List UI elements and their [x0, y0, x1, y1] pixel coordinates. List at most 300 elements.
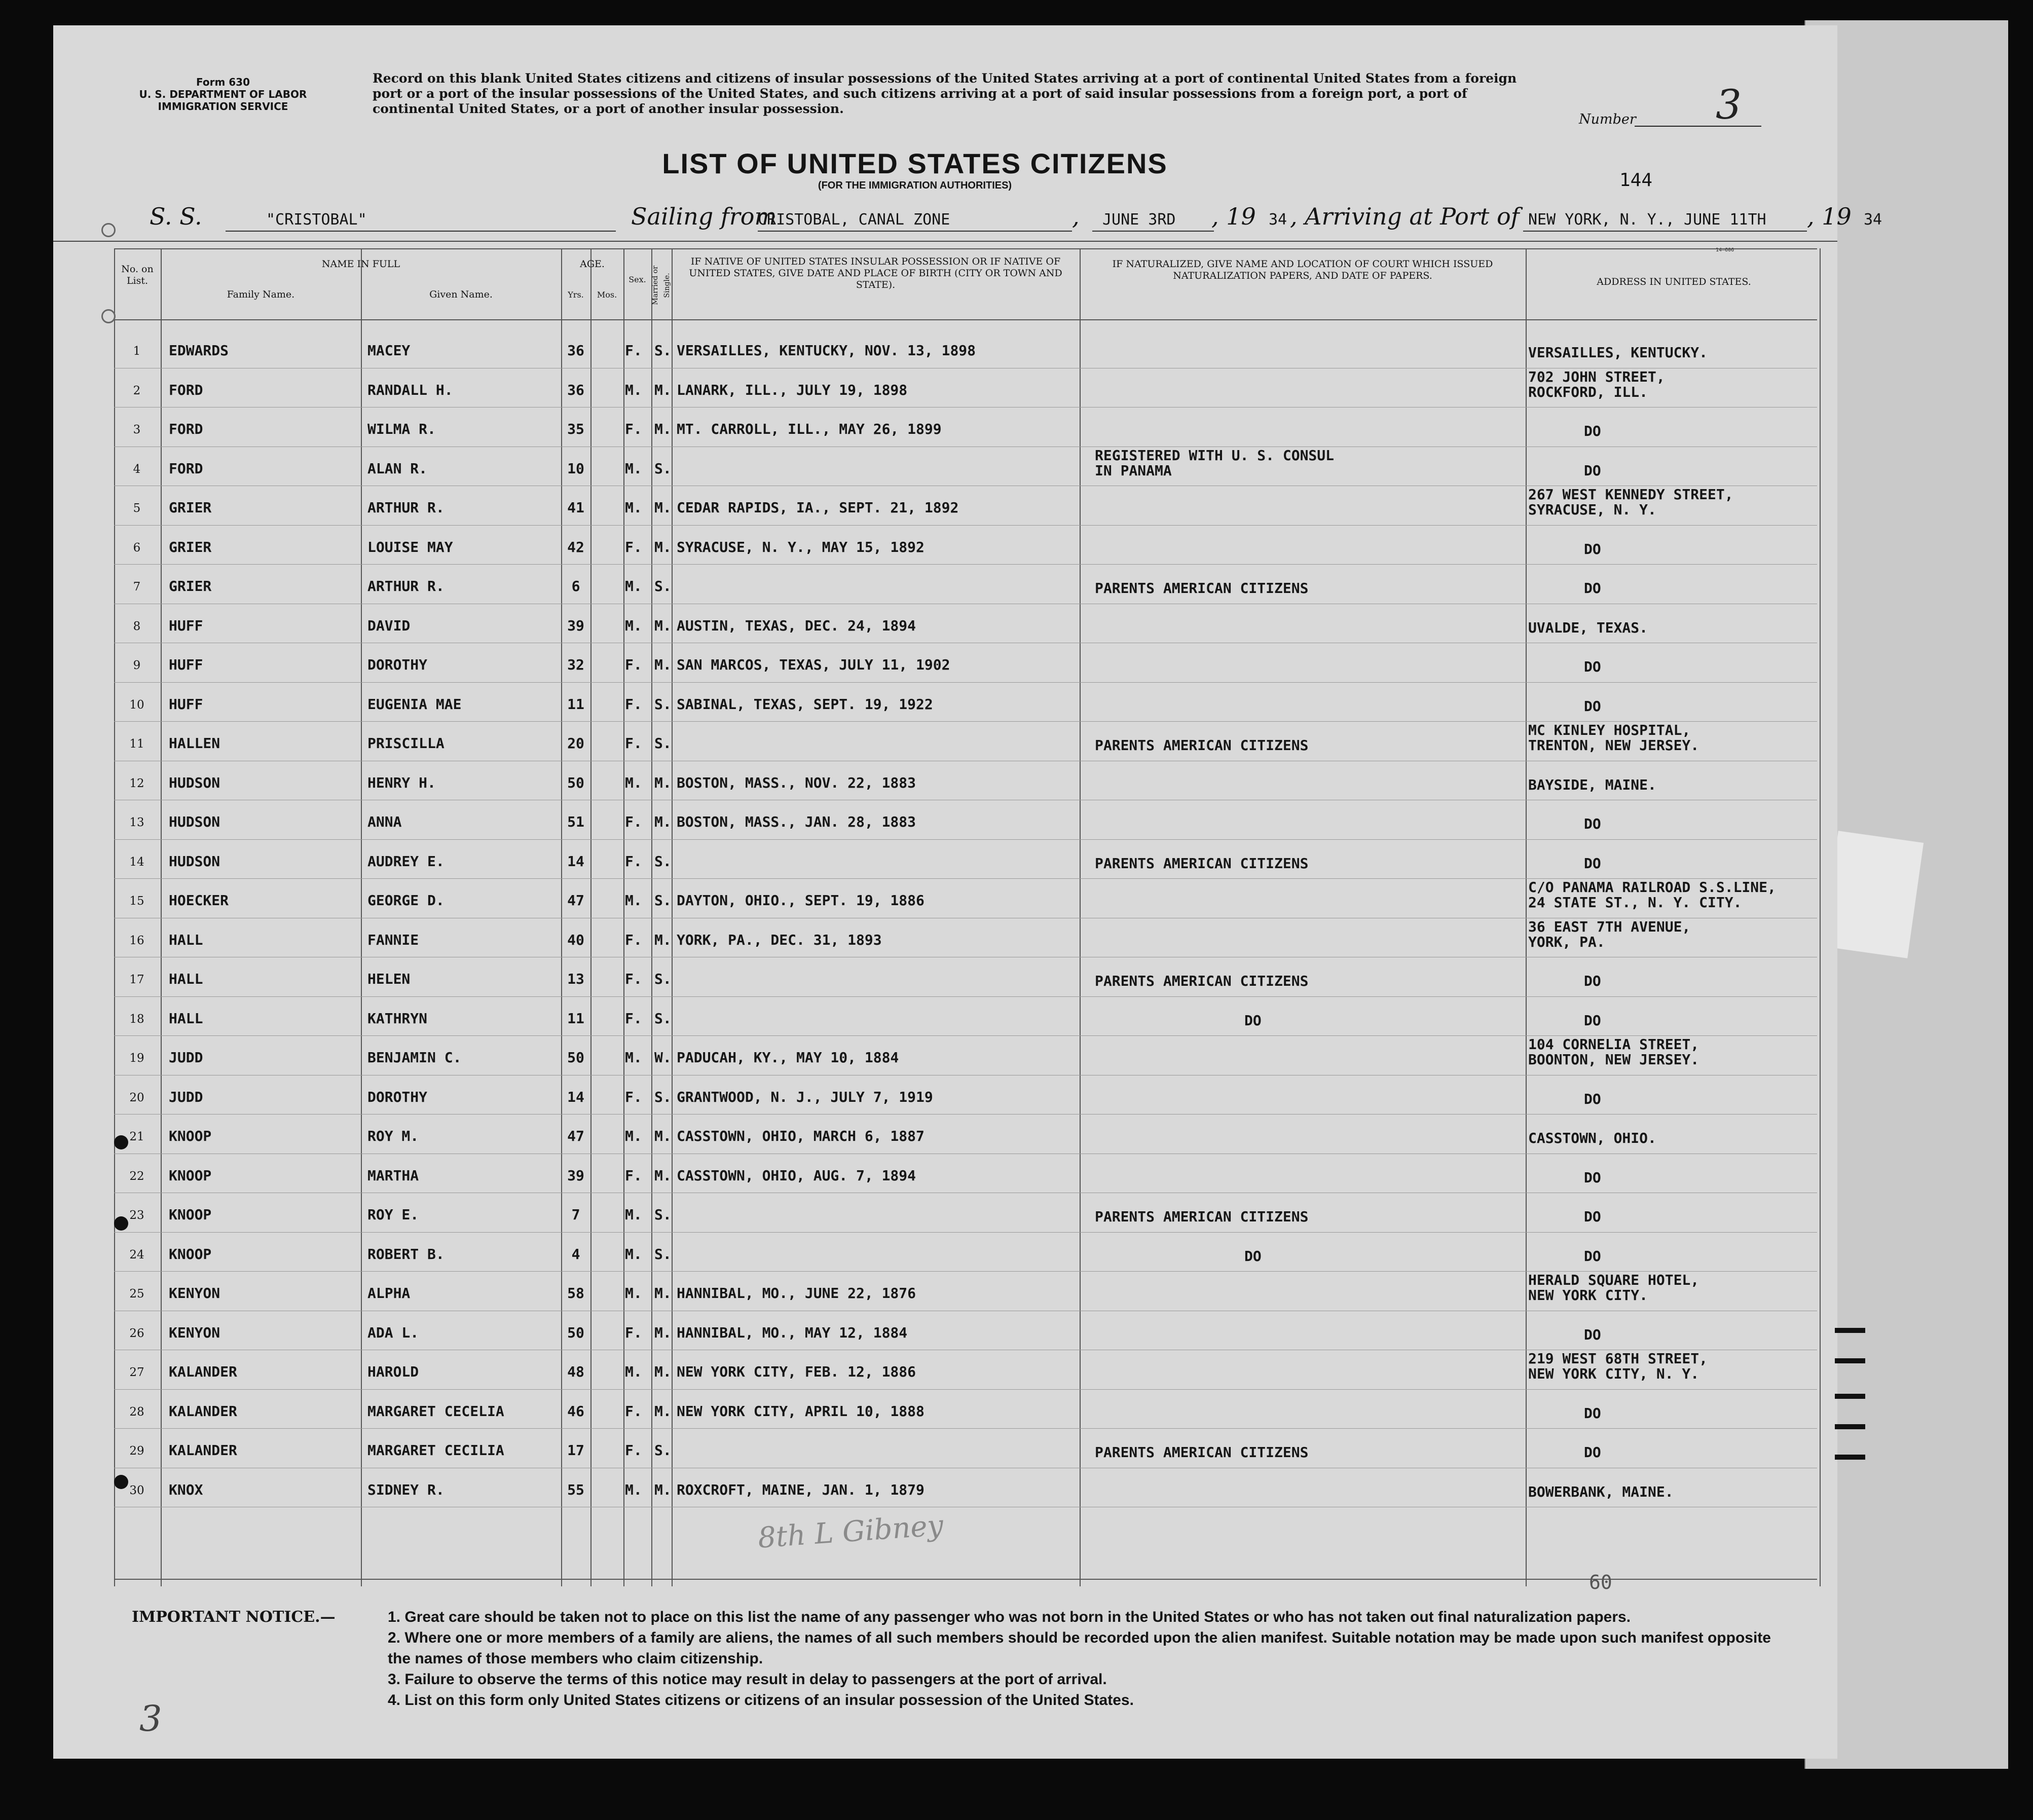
sex: F. [625, 342, 642, 359]
age-years: 40 [567, 931, 584, 948]
age-years: 35 [567, 421, 584, 437]
naturalization: PARENTS AMERICAN CITIZENS [1095, 737, 1309, 754]
row-number: 10 [129, 698, 144, 712]
age-years: 48 [567, 1363, 584, 1380]
family-name: HALL [169, 971, 203, 987]
table-row [114, 1390, 1817, 1429]
header-no: No. on List. [121, 264, 154, 286]
marital-status: S. [654, 852, 672, 870]
sex: F. [625, 421, 642, 437]
address-line-2: DO [1584, 697, 1601, 715]
family-name: GRIER [169, 578, 212, 595]
family-name: HALL [169, 1010, 203, 1027]
given-name: ARTHUR R. [367, 499, 445, 516]
address-line-2: BOWERBANK, MAINE. [1528, 1483, 1674, 1500]
address-line-2: DO [1584, 815, 1601, 832]
header-naturalized: IF NATURALIZED, GIVE NAME AND LOCATION OF COURT WHICH ISSUED NATURALIZATION PAPERS, AND DATE OF PAPERS. [1112, 258, 1493, 281]
edge-tick [1835, 1455, 1865, 1460]
family-name: FORD [169, 421, 203, 437]
birth-place-date: SYRACUSE, N. Y., MAY 15, 1892 [677, 538, 925, 555]
sex: F. [625, 656, 642, 673]
birth-place-date: HANNIBAL, MO., MAY 12, 1884 [677, 1324, 908, 1341]
page-title: LIST OF UNITED STATES CITIZENS [662, 147, 1168, 179]
family-name: KALANDER [169, 1402, 237, 1420]
row-number: 7 [133, 580, 141, 593]
marital-status: M. [654, 1402, 672, 1420]
family-name: EDWARDS [169, 342, 229, 359]
sex: M. [625, 1481, 642, 1498]
address-line-2: DO [1584, 1444, 1601, 1461]
ship-name: "CRISTOBAL" [266, 211, 367, 229]
table-row [114, 1036, 1817, 1075]
family-name: KNOOP [169, 1245, 212, 1262]
row-number: 6 [133, 541, 141, 554]
age-years: 50 [567, 774, 584, 791]
birth-place-date: NEW YORK CITY, APRIL 10, 1888 [677, 1402, 925, 1420]
marital-status: M. [654, 1481, 672, 1498]
number-line [1635, 126, 1761, 127]
address-line-1: MC KINLEY HOSPITAL, [1528, 722, 1691, 738]
address-line-1: 267 WEST KENNEDY STREET, [1528, 486, 1733, 503]
given-name: ROY E. [367, 1206, 419, 1223]
year-prefix-1: , 19 [1211, 203, 1256, 230]
age-years: 17 [567, 1442, 584, 1459]
departure-port: CRISTOBAL, CANAL ZONE [758, 211, 950, 229]
sex: M. [625, 1049, 642, 1066]
marital-status: M. [654, 931, 672, 948]
birth-place-date: YORK, PA., DEC. 31, 1893 [677, 931, 882, 948]
row-number: 12 [129, 776, 144, 790]
address-line-2: NEW YORK CITY, N. Y. [1528, 1365, 1699, 1382]
age-years: 50 [567, 1324, 584, 1341]
address-line-1: C/O PANAMA RAILROAD S.S.LINE, [1528, 879, 1776, 896]
birth-place-date: GRANTWOOD, N. J., JULY 7, 1919 [677, 1088, 933, 1105]
given-name: AUDREY E. [367, 852, 445, 870]
age-years: 46 [567, 1402, 584, 1420]
address-line-2: DO [1584, 1247, 1601, 1265]
row-number: 23 [129, 1209, 144, 1222]
birth-place-date: AUSTIN, TEXAS, DEC. 24, 1894 [677, 617, 916, 634]
address-line-2: DO [1584, 1169, 1601, 1186]
list-number: 3 [1716, 81, 1742, 128]
row-number: 28 [129, 1405, 144, 1419]
address-line-2: BAYSIDE, MAINE. [1528, 776, 1656, 793]
header-family-name: Family Name. [227, 289, 295, 300]
given-name: ROBERT B. [367, 1245, 445, 1262]
age-years: 42 [567, 538, 584, 555]
date-underline [1092, 231, 1214, 232]
corner-mark: 3 [139, 1698, 162, 1739]
marital-status: M. [654, 813, 672, 830]
notice-heading: IMPORTANT NOTICE.— [132, 1608, 336, 1626]
naturalization-cont: IN PANAMA [1095, 462, 1172, 479]
table-row [114, 762, 1817, 801]
sex: F. [625, 1402, 642, 1420]
header-given-name: Given Name. [429, 289, 493, 300]
age-years: 14 [567, 852, 584, 870]
given-name: HENRY H. [367, 774, 436, 791]
edge-tick [1835, 1328, 1865, 1333]
table-row [114, 487, 1817, 526]
record-instructions: Record on this blank United States citizens and citizens of insular possessions of the United States arriving at a port of continental United States from a foreign port or a port of the insular possessions of the United States, and such citizens arriving at a port of said insular possessions from a foreign port, a port of continental United States, or a port of another insular possession. [373, 71, 1517, 116]
given-name: GEORGE D. [367, 892, 445, 909]
given-name: ADA L. [367, 1324, 419, 1341]
given-name: HELEN [367, 971, 411, 987]
given-name: DOROTHY [367, 1088, 428, 1105]
table-row [114, 644, 1817, 683]
given-name: HAROLD [367, 1363, 419, 1380]
marital-status: S. [654, 971, 672, 987]
given-name: FANNIE [367, 931, 419, 948]
family-name: KENYON [169, 1324, 220, 1341]
notice-item-4: 4. List on this form only United States citizens or citizens of an insular possession of the United States. [388, 1692, 1134, 1708]
address-line-2: DO [1584, 1090, 1601, 1107]
marital-status: S. [654, 1088, 672, 1105]
naturalization: PARENTS AMERICAN CITIZENS [1095, 973, 1309, 989]
row-number: 29 [129, 1444, 144, 1458]
sailing-label: Sailing from [631, 203, 777, 230]
family-name: HOECKER [169, 892, 229, 909]
family-name: HUDSON [169, 774, 220, 791]
sex: M. [625, 892, 642, 909]
table-row [114, 448, 1817, 487]
edge-tick [1835, 1358, 1865, 1363]
address-line-2: DO [1584, 423, 1601, 439]
row-number: 22 [129, 1169, 144, 1183]
family-name: HUDSON [169, 852, 220, 870]
row-number: 19 [129, 1052, 144, 1065]
address-line-1: 104 CORNELIA STREET, [1528, 1036, 1699, 1053]
departure-year: 34 [1269, 211, 1287, 229]
table-row [114, 565, 1817, 604]
row-number: 20 [129, 1091, 144, 1104]
departure-underline [758, 231, 1072, 232]
row-number: 24 [129, 1248, 144, 1261]
naturalization: PARENTS AMERICAN CITIZENS [1095, 1444, 1309, 1461]
page-number: 60 [1589, 1571, 1612, 1593]
age-years: 50 [567, 1049, 584, 1066]
sex: F. [625, 813, 642, 830]
naturalization-ditto: DO [1244, 1247, 1262, 1265]
table-row [114, 1233, 1817, 1272]
family-name: HUDSON [169, 813, 220, 830]
address-line-2: SYRACUSE, N. Y. [1528, 501, 1656, 518]
given-name: MARTHA [367, 1167, 419, 1184]
age-years: 14 [567, 1088, 584, 1105]
marital-status: S. [654, 460, 672, 477]
header-months: Mos. [597, 290, 617, 300]
sex: M. [625, 460, 642, 477]
header-age: AGE. [580, 258, 605, 270]
row-number: 16 [129, 934, 144, 947]
punch-hole [101, 223, 116, 237]
sex: M. [625, 774, 642, 791]
marital-status: S. [654, 1010, 672, 1027]
marital-status: M. [654, 1285, 672, 1302]
given-name: MARGARET CECELIA [367, 1402, 504, 1420]
marital-status: S. [654, 892, 672, 909]
table-row [114, 1272, 1817, 1311]
port-underline [1523, 231, 1807, 232]
departure-date: JUNE 3RD [1102, 211, 1176, 229]
manifest-page [53, 25, 1882, 1759]
sex: F. [625, 1088, 642, 1105]
age-years: 7 [571, 1206, 580, 1223]
notice-item-3: 3. Failure to observe the terms of this notice may result in delay to passengers at the port of arrival. [388, 1671, 1107, 1688]
address-line-2: UVALDE, TEXAS. [1528, 619, 1648, 636]
table-row [114, 1469, 1817, 1508]
family-name: KENYON [169, 1285, 220, 1302]
stamp-number: 144 [1619, 170, 1653, 191]
header-birth: IF NATIVE OF UNITED STATES INSULAR POSSESSION OR IF NATIVE OF UNITED STATES, GIVE DATE AND PLACE OF BIRTH (CITY OR TOWN AND STATE). [689, 256, 1062, 290]
sex: F. [625, 735, 642, 752]
age-years: 39 [567, 1167, 584, 1184]
punch-hole [101, 309, 116, 323]
row-number: 2 [133, 384, 141, 397]
sex: F. [625, 538, 642, 555]
row-number: 3 [133, 423, 141, 436]
handwritten-annotation: 8th L Gibney [757, 1509, 945, 1555]
birth-place-date: HANNIBAL, MO., JUNE 22, 1876 [677, 1285, 916, 1302]
address-line-2: CASSTOWN, OHIO. [1528, 1130, 1656, 1146]
table-row [114, 879, 1817, 918]
punch-hole [114, 1475, 128, 1489]
family-name: KNOOP [169, 1128, 212, 1144]
age-years: 39 [567, 617, 584, 634]
address-line-2: DO [1584, 1326, 1601, 1343]
sex: M. [625, 617, 642, 634]
age-years: 36 [567, 342, 584, 359]
row-number: 14 [129, 855, 144, 869]
table-row [114, 1351, 1817, 1390]
sex: M. [625, 1363, 642, 1380]
age-years: 32 [567, 656, 584, 673]
header-name-in-full: NAME IN FULL [321, 258, 400, 270]
row-number: 9 [133, 659, 141, 672]
table-row [114, 1076, 1817, 1115]
family-name: FORD [169, 460, 203, 477]
birth-place-date: VERSAILLES, KENTUCKY, NOV. 13, 1898 [677, 342, 976, 359]
address-line-2: VERSAILLES, KENTUCKY. [1528, 344, 1708, 361]
age-years: 11 [567, 1010, 584, 1027]
marital-status: S. [654, 1206, 672, 1223]
header-married-single: Married or Single. [651, 266, 671, 305]
marital-status: M. [654, 1363, 672, 1380]
row-number: 5 [133, 502, 141, 515]
marital-status: M. [654, 656, 672, 673]
ss-label: S. S. [150, 203, 202, 230]
address-line-2: ROCKFORD, ILL. [1528, 383, 1648, 400]
age-years: 36 [567, 381, 584, 398]
table-row [114, 801, 1817, 840]
sex: F. [625, 931, 642, 948]
table-row [114, 840, 1817, 879]
table-row [114, 1115, 1817, 1154]
marital-status: M. [654, 1167, 672, 1184]
age-years: 13 [567, 971, 584, 987]
header-address: ADDRESS IN UNITED STATES. [1597, 276, 1751, 287]
arrival-year: 34 [1864, 211, 1882, 229]
sex: F. [625, 1010, 642, 1027]
marital-status: S. [654, 578, 672, 595]
given-name: DAVID [367, 617, 411, 634]
family-name: HUFF [169, 695, 203, 713]
marital-status: S. [654, 735, 672, 752]
department: U. S. DEPARTMENT OF LABOR [139, 88, 307, 100]
row-number: 27 [129, 1366, 144, 1379]
family-name: KNOX [169, 1481, 203, 1498]
punch-hole [114, 1216, 128, 1231]
table-row [114, 1194, 1817, 1233]
punch-hole [114, 1135, 128, 1149]
row-number: 17 [129, 973, 144, 986]
notice-item-1: 1. Great care should be taken not to place on this list the name of any passenger who was not born in the United States or who has not taken out final naturalization papers. [388, 1609, 1631, 1625]
table-row [114, 958, 1817, 997]
age-years: 58 [567, 1285, 584, 1302]
address-line-2: DO [1584, 973, 1601, 989]
family-name: GRIER [169, 499, 212, 516]
sex: F. [625, 1167, 642, 1184]
marital-status: S. [654, 1245, 672, 1262]
marital-status: M. [654, 774, 672, 791]
address-line-2: DO [1584, 540, 1601, 558]
marital-status: S. [654, 342, 672, 359]
sex: M. [625, 1206, 642, 1223]
given-name: KATHRYN [367, 1010, 428, 1027]
naturalization: REGISTERED WITH U. S. CONSUL [1095, 447, 1335, 464]
row-number: 26 [129, 1326, 144, 1340]
row-number: 25 [129, 1287, 144, 1301]
birth-place-date: CASSTOWN, OHIO, AUG. 7, 1894 [677, 1167, 916, 1184]
age-years: 55 [567, 1481, 584, 1498]
marital-status: M. [654, 1324, 672, 1341]
ship-underline [226, 231, 616, 232]
edge-tick [1835, 1424, 1865, 1429]
given-name: LOUISE MAY [367, 538, 453, 555]
family-name: HALL [169, 931, 203, 948]
age-years: 47 [567, 1128, 584, 1144]
family-name: KALANDER [169, 1442, 237, 1459]
address-line-2: 24 STATE ST., N. Y. CITY. [1528, 894, 1742, 911]
address-line-2: YORK, PA. [1528, 933, 1605, 950]
birth-place-date: BOSTON, MASS., JAN. 28, 1883 [677, 813, 916, 830]
age-years: 47 [567, 892, 584, 909]
address-line-2: DO [1584, 1404, 1601, 1422]
age-years: 20 [567, 735, 584, 752]
marital-status: M. [654, 381, 672, 398]
row-number: 8 [133, 619, 141, 633]
row-number: 1 [133, 345, 141, 358]
age-years: 6 [571, 578, 580, 595]
given-name: ARTHUR R. [367, 578, 445, 595]
table-row [114, 1429, 1817, 1468]
birth-place-date: BOSTON, MASS., NOV. 22, 1883 [677, 774, 916, 791]
age-years: 51 [567, 813, 584, 830]
birth-place-date: SABINAL, TEXAS, SEPT. 19, 1922 [677, 695, 933, 713]
marital-status: M. [654, 421, 672, 437]
passenger-table [114, 248, 1817, 1586]
naturalization: PARENTS AMERICAN CITIZENS [1095, 580, 1309, 597]
given-name: ANNA [367, 813, 402, 830]
address-line-1: 219 WEST 68TH STREET, [1528, 1350, 1708, 1367]
address-line-2: DO [1584, 462, 1601, 479]
address-line-2: TRENTON, NEW JERSEY. [1528, 737, 1699, 754]
row-number: 13 [129, 816, 144, 829]
marital-status: W. [654, 1049, 672, 1066]
birth-place-date: NEW YORK CITY, FEB. 12, 1886 [677, 1363, 916, 1380]
given-name: ALAN R. [367, 460, 428, 477]
voyage-line: S. S. "CRISTOBAL" Sailing from CRISTOBAL, CANAL ZONE , JUNE 3RD , 19 34 , Arriving at Port of NEW YORK, N. Y., JUNE 11TH , 19 34 [150, 203, 1802, 238]
header-sex: Sex. [629, 275, 646, 284]
form-number: Form 630 [196, 76, 250, 88]
age-years: 41 [567, 499, 584, 516]
sex: M. [625, 1285, 642, 1302]
table-row [114, 1155, 1817, 1194]
rule-top [53, 241, 1837, 242]
birth-place-date: MT. CARROLL, ILL., MAY 26, 1899 [677, 421, 942, 437]
address-line-2: DO [1584, 1012, 1601, 1029]
given-name: MACEY [367, 342, 411, 359]
birth-place-date: PADUCAH, KY., MAY 10, 1884 [677, 1049, 899, 1066]
given-name: PRISCILLA [367, 735, 445, 752]
address-line-2: BOONTON, NEW JERSEY. [1528, 1051, 1699, 1068]
birth-place-date: LANARK, ILL., JULY 19, 1898 [677, 381, 908, 398]
given-name: WILMA R. [367, 421, 436, 437]
row-number: 21 [129, 1130, 144, 1143]
address-line-1: 702 JOHN STREET, [1528, 368, 1665, 385]
table-row [114, 1312, 1817, 1351]
printer-mark: 14—606 [1716, 247, 1734, 253]
given-name: BENJAMIN C. [367, 1049, 462, 1066]
table-row [114, 722, 1817, 761]
family-name: KNOOP [169, 1206, 212, 1223]
family-name: HALLEN [169, 735, 220, 752]
birth-place-date: SAN MARCOS, TEXAS, JULY 11, 1902 [677, 656, 950, 673]
naturalization: PARENTS AMERICAN CITIZENS [1095, 855, 1309, 872]
birth-place-date: ROXCROFT, MAINE, JAN. 1, 1879 [677, 1481, 925, 1498]
naturalization: PARENTS AMERICAN CITIZENS [1095, 1208, 1309, 1225]
page-subtitle: (FOR THE IMMIGRATION AUTHORITIES) [818, 180, 1012, 191]
sex: F. [625, 1442, 642, 1459]
year-prefix-2: , 19 [1807, 203, 1852, 230]
given-name: EUGENIA MAE [367, 695, 462, 713]
address-line-2: DO [1584, 1208, 1601, 1225]
table-row [114, 526, 1817, 565]
family-name: KALANDER [169, 1363, 237, 1380]
given-name: SIDNEY R. [367, 1481, 445, 1498]
marital-status: S. [654, 1442, 672, 1459]
family-name: JUDD [169, 1049, 203, 1066]
header-years: Yrs. [568, 290, 584, 300]
marital-status: M. [654, 617, 672, 634]
address-line-1: 36 EAST 7TH AVENUE, [1528, 918, 1691, 935]
family-name: HUFF [169, 656, 203, 673]
family-name: KNOOP [169, 1167, 212, 1184]
table-row [114, 408, 1817, 447]
birth-place-date: CASSTOWN, OHIO, MARCH 6, 1887 [677, 1128, 925, 1144]
row-number: 30 [129, 1483, 144, 1497]
age-years: 4 [571, 1245, 580, 1262]
row-number: 15 [129, 895, 144, 908]
table-row [114, 919, 1817, 958]
sex: M. [625, 1245, 642, 1262]
notice-item-2: 2. Where one or more members of a family are aliens, the names of all such members should be recorded upon the alien manifest. Suitable notation may be made upon such manifest opposite the names of those members who claim citizenship. [388, 1629, 1771, 1667]
family-name: HUFF [169, 617, 203, 634]
address-line-2: DO [1584, 855, 1601, 872]
table-row [114, 329, 1817, 368]
family-name: FORD [169, 381, 203, 398]
given-name: DOROTHY [367, 656, 428, 673]
